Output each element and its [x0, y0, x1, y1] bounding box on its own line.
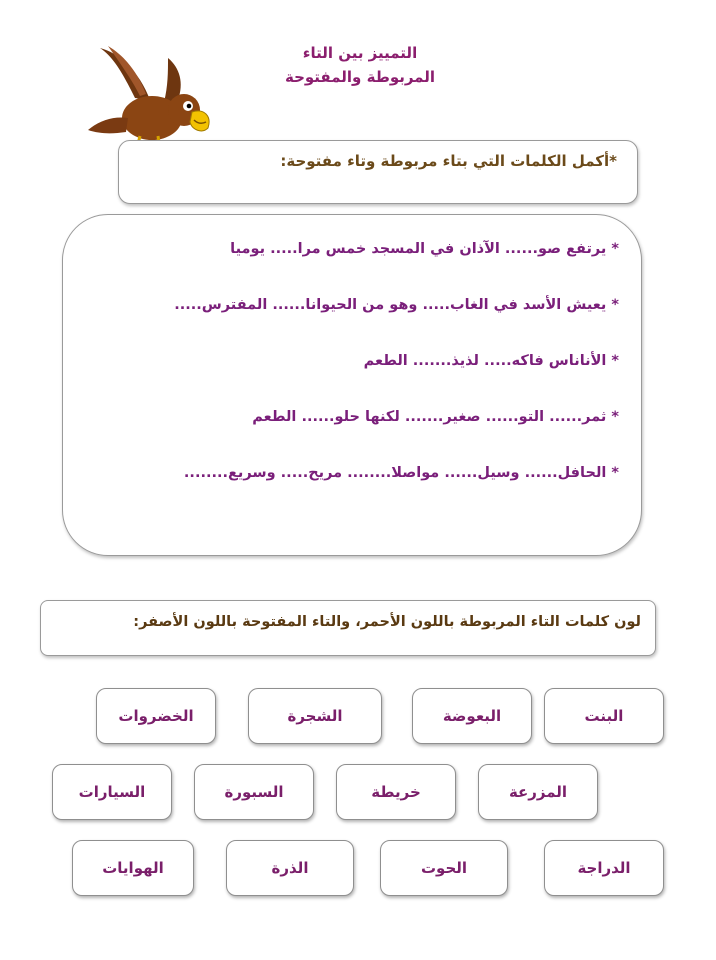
word-card[interactable]: البعوضة [412, 688, 532, 744]
sentence-2: * يعيش الأسد في الغاب..... وهو من الحيوانا...... المفترس..... [174, 297, 619, 313]
sentences-box [62, 214, 642, 556]
word-card[interactable]: الحوت [380, 840, 508, 896]
word-card[interactable]: الخضروات [96, 688, 216, 744]
word-card[interactable]: البنت [544, 688, 664, 744]
title-line-2: المربوطة والمفتوحة [284, 68, 436, 86]
word-card[interactable]: الدراجة [544, 840, 664, 896]
instruction-2-text: لون كلمات التاء المربوطة باللون الأحمر، والتاء المفتوحة باللون الأصفر: [133, 614, 641, 630]
word-card[interactable]: الشجرة [248, 688, 382, 744]
sentence-5: * الحافل...... وسيل...... مواصلا........ مريح..... وسريع........ [183, 465, 619, 481]
instruction-box-2 [40, 600, 656, 656]
sentence-1: * يرتفع صو...... الآذان في المسجد خمس مرا..... يوميا [230, 241, 619, 257]
word-card[interactable]: خريطة [336, 764, 456, 820]
word-card[interactable]: السبورة [194, 764, 314, 820]
word-card[interactable]: السيارات [52, 764, 172, 820]
word-card[interactable]: الهوايات [72, 840, 194, 896]
instruction-1-text: *أكمل الكلمات التي بتاء مربوطة وتاء مفتوحة: [280, 152, 617, 170]
word-card[interactable]: الذرة [226, 840, 354, 896]
sentence-4: * ثمر...... التو...... صغير....... لكنها حلو...... الطعم [252, 409, 619, 425]
instruction-box-1 [118, 140, 638, 204]
word-card[interactable]: المزرعة [478, 764, 598, 820]
title-line-1: التمييز بين التاء [302, 44, 418, 62]
sentence-3: * الأناناس فاكه..... لذيذ....... الطعم [363, 353, 619, 369]
